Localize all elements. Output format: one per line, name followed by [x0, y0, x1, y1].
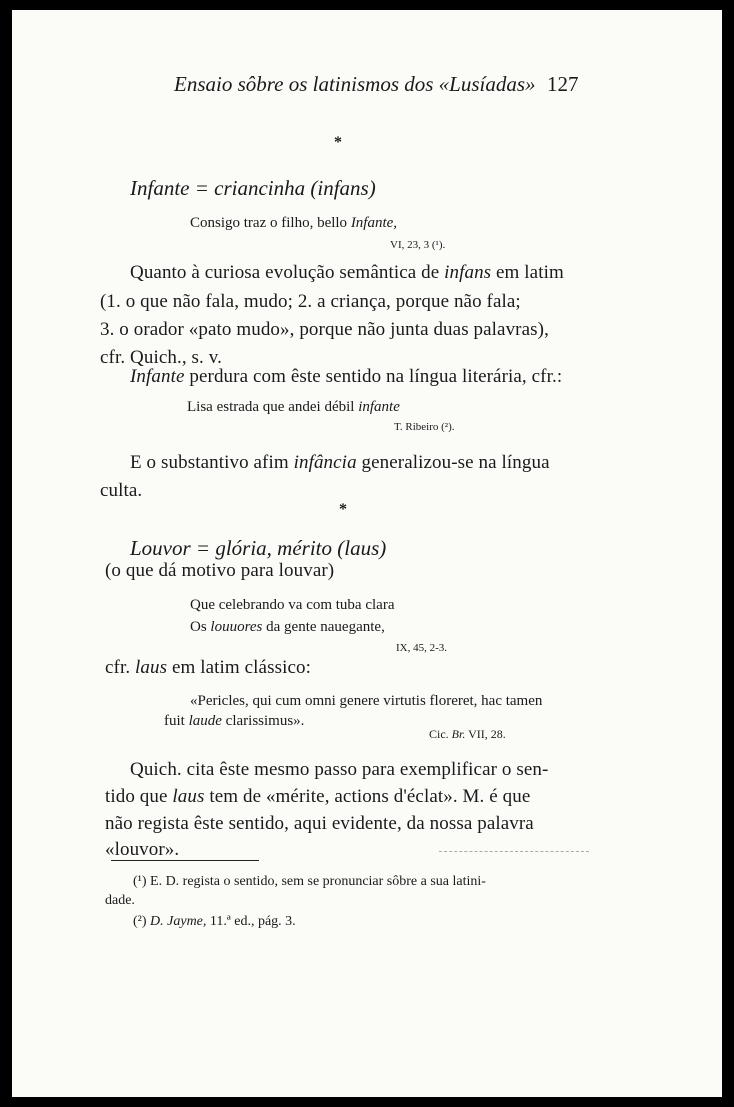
- paragraph-line: cfr. Quich., s. v.: [100, 347, 222, 368]
- footnote-2: [133, 914, 296, 930]
- quote-citation: [429, 727, 506, 742]
- page-number: 127: [547, 72, 579, 96]
- paragraph-line: [130, 262, 564, 284]
- footnote-text: 11.ª ed., pág. 3.: [206, 914, 296, 929]
- latin-quote-line: «Pericles, qui cum omni genere virtutis floreret, hac tamen: [190, 693, 543, 709]
- text-run: em latim: [491, 262, 564, 283]
- footnote-text: (²): [133, 914, 151, 929]
- text-run: Quanto à curiosa evolução semântica de: [130, 262, 445, 283]
- quote-emphasis: infante: [358, 399, 400, 415]
- quote-citation: VI, 23, 3 (¹).: [390, 239, 446, 251]
- paragraph-line: [130, 452, 550, 474]
- footnote-1-line: (¹) E. D. regista o sentido, sem se pronunciar sôbre a sua latini-: [133, 874, 486, 889]
- entry-subtitle: (o que dá motivo para louvar): [105, 560, 335, 581]
- paragraph-line: «louvor».: [105, 839, 180, 860]
- entry-headword-infante: Infante = criancinha (infans): [130, 176, 376, 200]
- text-emphasis: infância: [293, 452, 357, 473]
- section-separator: *: [339, 501, 347, 518]
- paragraph-line: [130, 366, 562, 388]
- faint-print-line: [439, 851, 589, 852]
- quote-text: Consigo traz o filho, bello: [190, 215, 351, 231]
- text-run: generalizou-se na língua: [356, 452, 550, 473]
- paragraph-line: culta.: [100, 480, 143, 501]
- quote-text: Os: [190, 619, 211, 635]
- quote-text: Lisa estrada que andei débil: [187, 399, 359, 415]
- text-run: E o substantivo afim: [130, 452, 294, 473]
- quote-text: fuit: [164, 713, 189, 729]
- cite-text: Cic.: [429, 727, 452, 741]
- quote-emphasis: laude: [188, 713, 222, 729]
- book-page: [12, 10, 722, 1097]
- running-header-title: Ensaio sôbre os latinismos dos «Lusíadas»: [174, 72, 536, 96]
- paragraph-line: não regista êste sentido, aqui evidente, da nossa palavra: [105, 813, 534, 834]
- paragraph-line: 3. o orador «pato mudo», porque não junta duas palavras),: [100, 319, 549, 340]
- quote-line: [187, 399, 400, 416]
- quote-text: clarissimus».: [221, 713, 305, 729]
- quote-emphasis: Infante,: [350, 215, 398, 231]
- cite-emphasis: Br.: [451, 727, 466, 741]
- paragraph-line: [105, 657, 311, 679]
- quote-emphasis: louuores: [210, 619, 263, 635]
- quote-text: da gente nauegante,: [262, 619, 385, 635]
- footnote-rule: [111, 860, 259, 861]
- paragraph-line: (1. o que não fala, mudo; 2. a criança, porque não fala;: [100, 291, 521, 312]
- quote-line: Que celebrando va com tuba clara: [190, 597, 395, 613]
- text-emphasis: laus: [172, 786, 205, 807]
- paragraph-line: [105, 786, 530, 808]
- paragraph-line: Quich. cita êste mesmo passo para exemplificar o sen-: [130, 759, 549, 780]
- quote-line: [190, 619, 385, 636]
- text-emphasis: infans: [444, 262, 492, 283]
- latin-quote-line: [164, 713, 304, 730]
- quote-citation: T. Ribeiro (²).: [394, 421, 455, 433]
- text-run: tem de «mérite, actions d'éclat». M. é que: [204, 786, 531, 807]
- footnote-1-line: dade.: [105, 893, 135, 908]
- footnote-emphasis: D. Jayme,: [150, 914, 207, 929]
- quote-citation: IX, 45, 2-3.: [396, 642, 448, 654]
- entry-headword-louvor: Louvor = glória, mérito (laus): [130, 536, 387, 560]
- section-separator: *: [334, 134, 342, 151]
- text-run: tido que: [105, 786, 173, 807]
- quote-line: [190, 215, 397, 232]
- text-run: em latim clássico:: [167, 657, 311, 678]
- text-emphasis: Infante: [130, 366, 185, 387]
- text-run: perdura com êste sentido na língua literária, cfr.:: [184, 366, 563, 387]
- cite-text: VII, 28.: [465, 727, 506, 741]
- text-run: cfr.: [105, 657, 136, 678]
- text-emphasis: laus: [135, 657, 168, 678]
